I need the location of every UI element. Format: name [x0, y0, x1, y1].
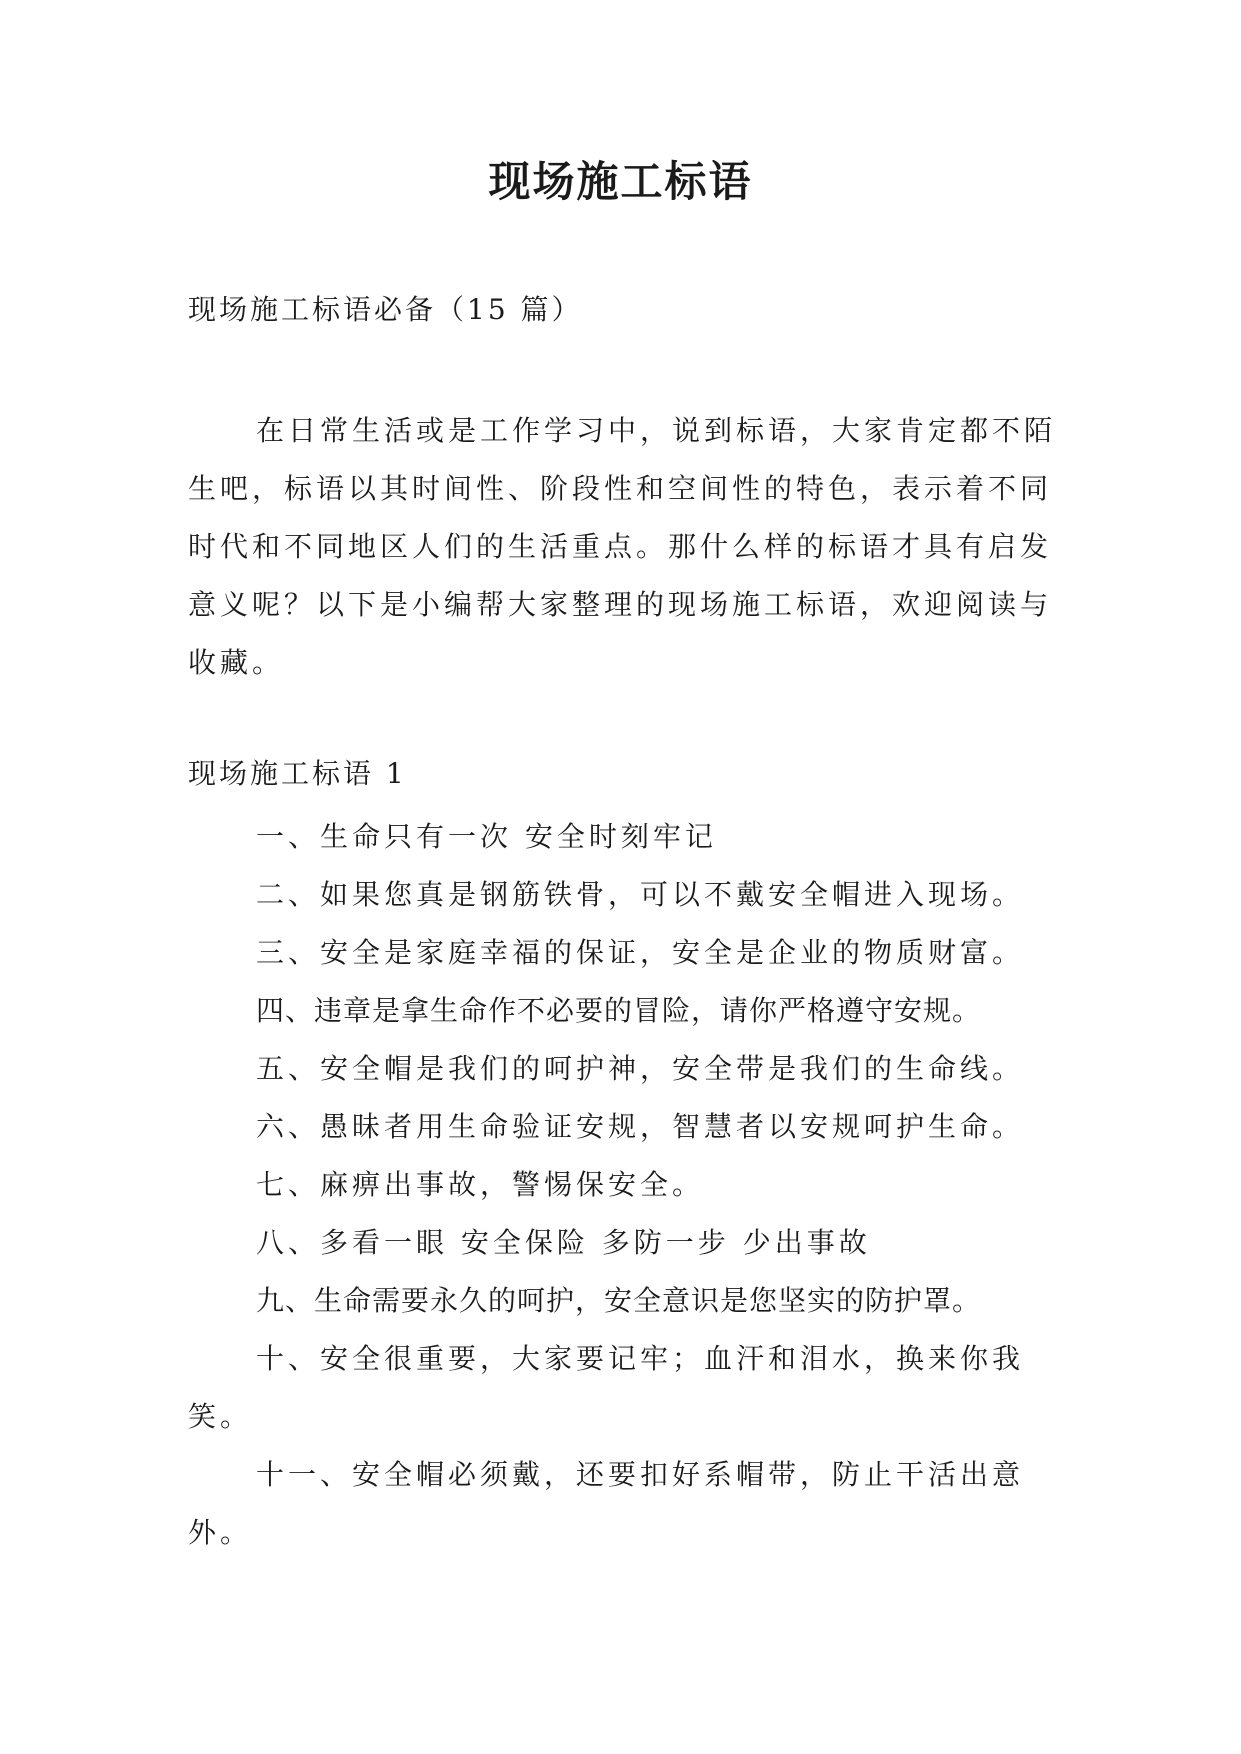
document-title: 现场施工标语: [488, 157, 753, 206]
slogan-item: 四、违章是拿生命作不必要的冒险，请你严格遵守安规。: [256, 994, 982, 1027]
document-subtitle: 现场施工标语必备（15 篇）: [188, 293, 583, 326]
slogan-item: 九、生命需要永久的呵护，安全意识是您坚实的防护罩。: [256, 1284, 982, 1317]
slogan-item: 一、生命只有一次 安全时刻牢记: [256, 820, 717, 853]
intro-paragraph: 在日常生活或是工作学习中，说到标语，大家肯定都不陌生吧，标语以其时间性、阶段性和空间性的特色，表示着不同时代和不同地区人们的生活重点。那什么样的标语才具有启发意义呢？以下是小编帮大家整理的现场施工标语，欢迎阅读与收藏。: [188, 414, 1057, 679]
slogan-item: 五、安全帽是我们的呵护神，安全带是我们的生命线。: [256, 1052, 1025, 1085]
section-heading: 现场施工标语 1: [188, 757, 407, 790]
slogan-item: 十一、安全帽必须戴，还要扣好系帽带，防止干活出意外。: [188, 1458, 1025, 1549]
slogan-item: 三、安全是家庭幸福的保证，安全是企业的物质财富。: [256, 936, 1025, 969]
slogan-item: 七、麻痹出事故，警惕保安全。: [256, 1168, 705, 1201]
slogan-item: 八、多看一眼 安全保险 多防一步 少出事故: [256, 1226, 871, 1259]
slogan-item: 二、如果您真是钢筋铁骨，可以不戴安全帽进入现场。: [256, 878, 1025, 911]
slogan-list: [188, 808, 1068, 1562]
slogan-item: 六、愚昧者用生命验证安规，智慧者以安规呵护生命。: [256, 1110, 1025, 1143]
slogan-item: 十、安全很重要，大家要记牢；血汗和泪水，换来你我笑。: [188, 1342, 1025, 1433]
